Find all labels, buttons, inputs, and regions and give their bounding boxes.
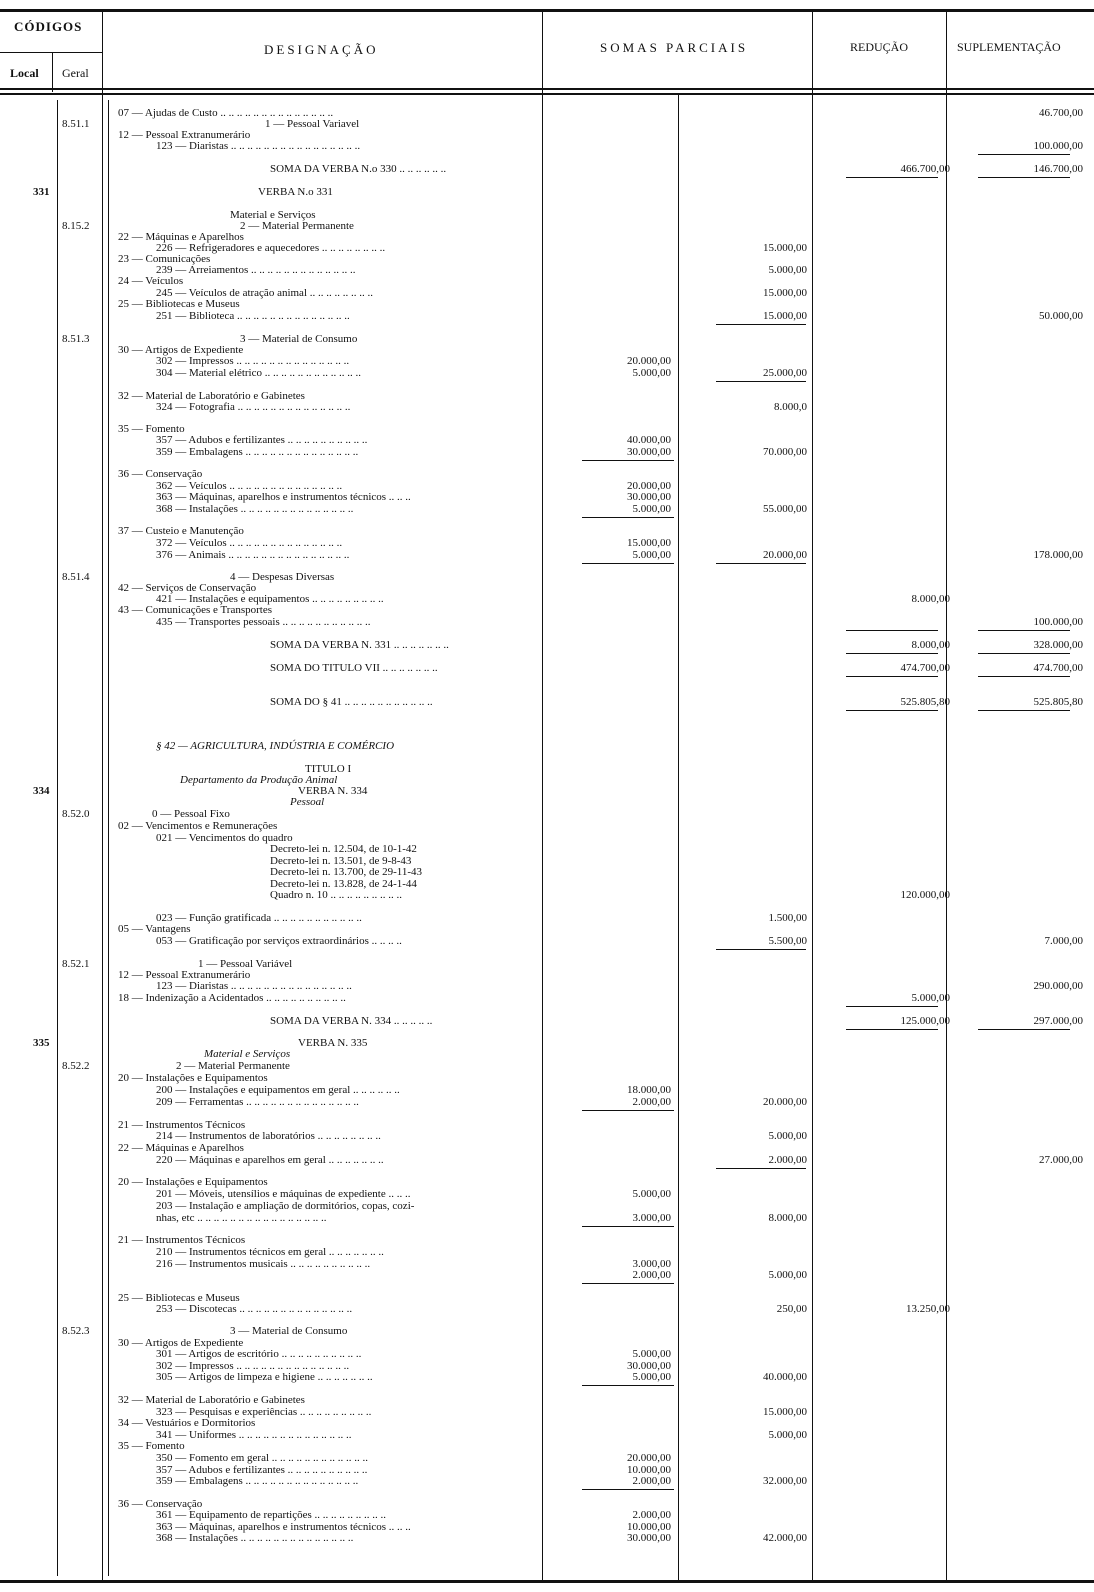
- row-description: TITULO I: [305, 763, 352, 775]
- sum-underline: [716, 563, 806, 564]
- row-description: nhas, etc .. .. .. .. .. .. .. .. .. .. .. .. .. .. .. ..: [156, 1212, 327, 1224]
- bottom-rule: [0, 1580, 1094, 1583]
- sum-underline: [582, 563, 674, 564]
- budget-row: [0, 525, 1094, 537]
- soma-parcial-2: 55.000,00: [763, 503, 807, 515]
- sum-underline: [978, 154, 1070, 155]
- budget-row: [0, 1048, 1094, 1060]
- soma-parcial-2: 1.500,00: [768, 912, 807, 924]
- row-description: 23 — Comunicações: [118, 253, 211, 265]
- soma-parcial-1: 5.000,00: [632, 503, 671, 515]
- row-description: SOMA DO § 41 .. .. .. .. .. .. .. .. .. .. ..: [270, 696, 433, 708]
- reducao-value: 13.250,00: [906, 1303, 950, 1315]
- row-description: VERBA N. 335: [298, 1037, 368, 1049]
- row-description: 36 — Conservação: [118, 468, 203, 480]
- budget-row: [0, 434, 1094, 446]
- soma-parcial-1: 5.000,00: [632, 367, 671, 379]
- sum-underline: [846, 177, 938, 178]
- budget-row: [0, 1269, 1094, 1281]
- row-description: 22 — Máquinas e Aparelhos: [118, 231, 244, 243]
- row-description: 21 — Instrumentos Técnicos: [118, 1119, 246, 1131]
- budget-row: [0, 537, 1094, 549]
- soma-parcial-2: 15.000,00: [763, 287, 807, 299]
- budget-row: [0, 662, 1094, 674]
- budget-row: [0, 1154, 1094, 1166]
- row-description: 302 — Impressos .. .. .. .. .. .. .. .. .. .. .. .. .. ..: [156, 355, 350, 367]
- row-description: 123 — Diaristas .. .. .. .. .. .. .. .. .. .. .. .. .. .. .. ..: [156, 140, 361, 152]
- soma-parcial-1: 40.000,00: [627, 434, 671, 446]
- sum-underline: [978, 1029, 1070, 1030]
- budget-row: [0, 140, 1094, 152]
- row-description: 21 — Instrumentos Técnicos: [118, 1234, 246, 1246]
- row-description: 12 — Pessoal Extranumerário: [118, 969, 251, 981]
- budget-row: [0, 310, 1094, 322]
- row-description: 3 — Material de Consumo: [240, 333, 358, 345]
- row-description: 253 — Discotecas .. .. .. .. .. .. .. .. .. .. .. .. .. ..: [156, 1303, 353, 1315]
- budget-row: [0, 639, 1094, 651]
- budget-row: [0, 549, 1094, 561]
- budget-row: [0, 1188, 1094, 1200]
- sum-underline: [582, 1283, 674, 1284]
- row-description: 053 — Gratificação por serviços extraordinários .. .. .. ..: [156, 935, 402, 947]
- soma-parcial-2: 15.000,00: [763, 1406, 807, 1418]
- budget-row: [0, 889, 1094, 901]
- soma-parcial-2: 40.000,00: [763, 1371, 807, 1383]
- soma-parcial-1: 30.000,00: [627, 446, 671, 458]
- budget-row: [0, 1417, 1094, 1429]
- budget-row: [0, 298, 1094, 310]
- budget-row: [0, 1200, 1094, 1212]
- suplementacao-value: 100.000,00: [1033, 140, 1083, 152]
- soma-parcial-2: 42.000,00: [763, 1532, 807, 1544]
- budget-row: [0, 1130, 1094, 1142]
- budget-row: [0, 1348, 1094, 1360]
- soma-parcial-1: 15.000,00: [627, 537, 671, 549]
- budget-row: [0, 163, 1094, 175]
- budget-row: [0, 1475, 1094, 1487]
- soma-parcial-1: 5.000,00: [632, 549, 671, 561]
- row-description: SOMA DA VERBA N. 334 .. .. .. .. ..: [270, 1015, 433, 1027]
- budget-row: [0, 401, 1094, 413]
- row-description: 368 — Instalações .. .. .. .. .. .. .. .. .. .. .. .. .. ..: [156, 503, 354, 515]
- header-rule-1: [0, 88, 1094, 90]
- row-description: 359 — Embalagens .. .. .. .. .. .. .. .. .. .. .. .. .. ..: [156, 446, 359, 458]
- reducao-value: 466.700,00: [900, 163, 950, 175]
- row-description: 34 — Vestuários e Dormitorios: [118, 1417, 256, 1429]
- row-description: 304 — Material elétrico .. .. .. .. .. .. .. .. .. .. .. ..: [156, 367, 361, 379]
- soma-parcial-1: 20.000,00: [627, 1452, 671, 1464]
- row-description: 02 — Vencimentos e Remunerações: [118, 820, 278, 832]
- soma-parcial-2: 15.000,00: [763, 310, 807, 322]
- row-description: 30 — Artigos de Expediente: [118, 1337, 244, 1349]
- suplementacao-value: 297.000,00: [1033, 1015, 1083, 1027]
- row-description: 350 — Fomento em geral .. .. .. .. .. .. .. .. .. .. .. ..: [156, 1452, 369, 1464]
- budget-row: [0, 1532, 1094, 1544]
- row-description: 239 — Arreiamentos .. .. .. .. .. .. .. .. .. .. .. .. ..: [156, 264, 356, 276]
- sum-underline: [846, 653, 938, 654]
- row-description: 0 — Pessoal Fixo: [152, 808, 230, 820]
- soma-parcial-2: 70.000,00: [763, 446, 807, 458]
- sum-underline: [846, 710, 938, 711]
- row-description: 37 — Custeio e Manutenção: [118, 525, 244, 537]
- soma-parcial-1: 30.000,00: [627, 491, 671, 503]
- row-description: SOMA DA VERBA N.o 330 .. .. .. .. .. ..: [270, 163, 447, 175]
- row-description: 021 — Vencimentos do quadro: [156, 832, 293, 844]
- budget-row: [0, 1084, 1094, 1096]
- reducao-value: 5.000,00: [911, 992, 950, 1004]
- row-description: 357 — Adubos e fertilizantes .. .. .. .. .. .. .. .. .. ..: [156, 434, 368, 446]
- budget-row: [0, 1234, 1094, 1246]
- soma-parcial-2: 2.000,00: [768, 1154, 807, 1166]
- row-description: 20 — Instalações e Equipamentos: [118, 1072, 268, 1084]
- row-description: 30 — Artigos de Expediente: [118, 344, 244, 356]
- row-description: 341 — Uniformes .. .. .. .. .. .. .. .. .. .. .. .. .. ..: [156, 1429, 352, 1441]
- codigos-divider: [0, 52, 102, 53]
- suplementacao-value: 328.000,00: [1033, 639, 1083, 651]
- row-description: 251 — Biblioteca .. .. .. .. .. .. .. .. .. .. .. .. .. ..: [156, 310, 350, 322]
- local-code: 331: [33, 186, 50, 198]
- budget-row: [0, 446, 1094, 458]
- suplementacao-value: 525.805,80: [1033, 696, 1083, 708]
- soma-parcial-1: 3.000,00: [632, 1258, 671, 1270]
- row-description: 363 — Máquinas, aparelhos e instrumentos técnicos .. .. ..: [156, 491, 411, 503]
- row-description: 1 — Pessoal Variavel: [265, 118, 360, 130]
- budget-row: [0, 1303, 1094, 1315]
- geral-code: 8.52.3: [62, 1325, 90, 1337]
- reducao-value: 8.000,00: [911, 639, 950, 651]
- row-description: 324 — Fotografia .. .. .. .. .. .. .. .. .. .. .. .. .. ..: [156, 401, 351, 413]
- sum-underline: [716, 324, 806, 325]
- row-description: 32 — Material de Laboratório e Gabinetes: [118, 1394, 305, 1406]
- budget-row: [0, 1394, 1094, 1406]
- budget-row: [0, 740, 1094, 752]
- suplementacao-value: 46.700,00: [1039, 107, 1083, 119]
- row-description: Pessoal: [290, 796, 325, 808]
- soma-parcial-1: 20.000,00: [627, 355, 671, 367]
- row-description: 25 — Bibliotecas e Museus: [118, 1292, 240, 1304]
- budget-row: [0, 186, 1094, 198]
- soma-parcial-1: 2.000,00: [632, 1475, 671, 1487]
- soma-parcial-1: 10.000,00: [627, 1521, 671, 1533]
- row-description: 359 — Embalagens .. .. .. .. .. .. .. .. .. .. .. .. .. ..: [156, 1475, 359, 1487]
- row-description: 20 — Instalações e Equipamentos: [118, 1176, 268, 1188]
- row-description: 43 — Comunicações e Transportes: [118, 604, 272, 616]
- suplementacao-value: 290.000,00: [1033, 980, 1083, 992]
- soma-parcial-1: 30.000,00: [627, 1532, 671, 1544]
- row-description: 201 — Móveis, utensílios e máquinas de expediente .. .. ..: [156, 1188, 411, 1200]
- soma-parcial-2: 5.000,00: [768, 1269, 807, 1281]
- suplementacao-value: 474.700,00: [1033, 662, 1083, 674]
- budget-row: [0, 1509, 1094, 1521]
- sum-underline: [582, 1385, 674, 1386]
- row-description: 1 — Pessoal Variável: [198, 958, 293, 970]
- sum-underline: [846, 630, 938, 631]
- suplementacao-value: 27.000,00: [1039, 1154, 1083, 1166]
- row-description: 214 — Instrumentos de laboratórios .. .. .. .. .. .. .. ..: [156, 1130, 381, 1142]
- soma-parcial-2: 5.000,00: [768, 1429, 807, 1441]
- local-header: Local: [10, 66, 39, 80]
- sum-underline: [716, 381, 806, 382]
- codigos-header: CÓDIGOS: [14, 19, 83, 34]
- soma-parcial-1: 20.000,00: [627, 480, 671, 492]
- row-description: 35 — Fomento: [118, 423, 185, 435]
- row-description: Decreto-lei n. 13.700, de 29-11-43: [270, 866, 423, 878]
- budget-row: [0, 1325, 1094, 1337]
- row-description: 023 — Função gratificada .. .. .. .. .. .. .. .. .. .. ..: [156, 912, 362, 924]
- row-description: 36 — Conservação: [118, 1498, 203, 1510]
- suplementacao-header: SUPLEMENTAÇÃO: [957, 40, 1061, 54]
- budget-row: [0, 1060, 1094, 1072]
- budget-row: [0, 1212, 1094, 1224]
- row-description: 4 — Despesas Diversas: [230, 571, 335, 583]
- soma-parcial-1: 30.000,00: [627, 1360, 671, 1372]
- soma-parcial-1: 10.000,00: [627, 1464, 671, 1476]
- sum-underline: [582, 1226, 674, 1227]
- budget-row: [0, 604, 1094, 616]
- suplementacao-value: 7.000,00: [1044, 935, 1083, 947]
- budget-row: [0, 696, 1094, 708]
- row-description: 209 — Ferramentas .. .. .. .. .. .. .. .. .. .. .. .. .. ..: [156, 1096, 359, 1108]
- sum-underline: [582, 517, 674, 518]
- soma-parcial-2: 5.000,00: [768, 1130, 807, 1142]
- soma-parcial-2: 32.000,00: [763, 1475, 807, 1487]
- row-description: 226 — Refrigeradores e aquecedores .. .. .. .. .. .. .. ..: [156, 242, 386, 254]
- budget-row: [0, 503, 1094, 515]
- row-description: 372 — Veículos .. .. .. .. .. .. .. .. .. .. .. .. .. ..: [156, 537, 343, 549]
- suplementacao-value: 146.700,00: [1033, 163, 1083, 175]
- row-description: Quadro n. 10 .. .. .. .. .. .. .. .. ..: [270, 889, 402, 901]
- budget-row: [0, 808, 1094, 820]
- row-description: 357 — Adubos e fertilizantes .. .. .. .. .. .. .. .. .. ..: [156, 1464, 368, 1476]
- row-description: 2 — Material Permanente: [240, 220, 354, 232]
- soma-parcial-1: 3.000,00: [632, 1212, 671, 1224]
- geral-code: 8.51.3: [62, 333, 90, 345]
- budget-row: [0, 1015, 1094, 1027]
- row-description: Material e Serviços: [204, 1048, 291, 1060]
- local-geral-divider: [52, 52, 53, 92]
- row-description: VERBA N.o 331: [258, 186, 333, 198]
- budget-row: [0, 1246, 1094, 1258]
- geral-header: Geral: [62, 66, 89, 80]
- row-description: 302 — Impressos .. .. .. .. .. .. .. .. .. .. .. .. .. ..: [156, 1360, 350, 1372]
- geral-code: 8.51.4: [62, 571, 90, 583]
- row-description: 203 — Instalação e ampliação de dormitórios, copas, cozi-: [156, 1200, 415, 1212]
- row-description: 361 — Equipamento de repartições .. .. .. .. .. .. .. .. ..: [156, 1509, 387, 1521]
- reducao-value: 120.000,00: [900, 889, 950, 901]
- soma-parcial-2: 8.000,00: [768, 1212, 807, 1224]
- soma-parcial-1: 5.000,00: [632, 1371, 671, 1383]
- budget-row: [0, 796, 1094, 808]
- budget-row: [0, 1176, 1094, 1188]
- sum-underline: [978, 676, 1070, 677]
- row-description: 435 — Transportes pessoais .. .. .. .. .. .. .. .. .. .. ..: [156, 616, 371, 628]
- budget-row: [0, 355, 1094, 367]
- soma-parcial-1: 5.000,00: [632, 1348, 671, 1360]
- budget-row: [0, 923, 1094, 935]
- soma-parcial-2: 25.000,00: [763, 367, 807, 379]
- budget-row: [0, 275, 1094, 287]
- row-description: 210 — Instrumentos técnicos em geral .. .. .. .. .. .. ..: [156, 1246, 384, 1258]
- row-description: 220 — Máquinas e aparelhos em geral .. .. .. .. .. .. ..: [156, 1154, 384, 1166]
- budget-row: [0, 820, 1094, 832]
- soma-parcial-1: 5.000,00: [632, 1188, 671, 1200]
- row-description: 363 — Máquinas, aparelhos e instrumentos técnicos .. .. ..: [156, 1521, 411, 1533]
- soma-parcial-2: 250,00: [776, 1303, 807, 1315]
- reducao-header: REDUÇÃO: [850, 40, 909, 54]
- top-rule: [0, 9, 1094, 12]
- budget-row: [0, 866, 1094, 878]
- soma-parcial-2: 8.000,0: [774, 401, 807, 413]
- row-description: SOMA DA VERBA N. 331 .. .. .. .. .. .. ..: [270, 639, 449, 651]
- sum-underline: [978, 630, 1070, 631]
- sum-underline: [846, 1029, 938, 1030]
- row-description: 376 — Animais .. .. .. .. .. .. .. .. .. .. .. .. .. .. ..: [156, 549, 350, 561]
- soma-parcial-2: 5.000,00: [768, 264, 807, 276]
- sum-underline: [582, 1110, 674, 1111]
- geral-code: 8.51.1: [62, 118, 90, 130]
- row-description: 3 — Material de Consumo: [230, 1325, 348, 1337]
- budget-row: [0, 468, 1094, 480]
- suplementacao-value: 100.000,00: [1033, 616, 1083, 628]
- budget-row: [0, 367, 1094, 379]
- budget-row: [0, 1440, 1094, 1452]
- row-description: 25 — Bibliotecas e Museus: [118, 298, 240, 310]
- reducao-value: 474.700,00: [900, 662, 950, 674]
- budget-row: [0, 1072, 1094, 1084]
- row-description: 362 — Veículos .. .. .. .. .. .. .. .. .. .. .. .. .. ..: [156, 480, 343, 492]
- soma-parcial-2: 20.000,00: [763, 1096, 807, 1108]
- sum-underline: [978, 710, 1070, 711]
- budget-row: [0, 491, 1094, 503]
- soma-parcial-1: 2.000,00: [632, 1509, 671, 1521]
- row-description: SOMA DO TITULO VII .. .. .. .. .. .. ..: [270, 662, 438, 674]
- geral-code: 8.15.2: [62, 220, 90, 232]
- budget-row: [0, 1452, 1094, 1464]
- geral-code: 8.52.0: [62, 808, 90, 820]
- soma-parcial-1: 18.000,00: [627, 1084, 671, 1096]
- soma-parcial-1: 2.000,00: [632, 1269, 671, 1281]
- designacao-header: DESIGNAÇÃO: [264, 42, 379, 57]
- row-description: 32 — Material de Laboratório e Gabinetes: [118, 390, 305, 402]
- suplementacao-value: 178.000,00: [1033, 549, 1083, 561]
- row-description: 35 — Fomento: [118, 1440, 185, 1452]
- row-description: 301 — Artigos de escritório .. .. .. .. .. .. .. .. .. ..: [156, 1348, 362, 1360]
- reducao-value: 8.000,00: [911, 593, 950, 605]
- header-rule-2: [0, 93, 1094, 95]
- somas-parciais-header: SOMAS PARCIAIS: [600, 40, 749, 55]
- row-description: Decreto-lei n. 12.504, de 10-1-42: [270, 843, 417, 855]
- reducao-value: 125.000,00: [900, 1015, 950, 1027]
- row-description: 18 — Indenização a Acidentados .. .. .. .. .. .. .. .. .. ..: [118, 992, 346, 1004]
- row-description: 07 — Ajudas de Custo .. .. .. .. .. .. .. .. .. .. .. .. .. ..: [118, 107, 334, 119]
- row-description: 200 — Instalações e equipamentos em geral .. .. .. .. .. ..: [156, 1084, 400, 1096]
- row-description: Decreto-lei n. 13.501, de 9-8-43: [270, 855, 412, 867]
- row-description: 12 — Pessoal Extranumerário: [118, 129, 251, 141]
- row-description: Decreto-lei n. 13.828, de 24-1-44: [270, 878, 417, 890]
- row-description: 368 — Instalações .. .. .. .. .. .. .. .. .. .. .. .. .. ..: [156, 1532, 354, 1544]
- sum-underline: [582, 460, 674, 461]
- soma-parcial-2: 15.000,00: [763, 242, 807, 254]
- row-description: 42 — Serviços de Conservação: [118, 582, 257, 594]
- budget-row: [0, 1142, 1094, 1154]
- sum-underline: [978, 177, 1070, 178]
- soma-parcial-2: 20.000,00: [763, 549, 807, 561]
- sum-underline: [846, 1006, 938, 1007]
- sum-underline: [716, 1168, 806, 1169]
- row-description: VERBA N. 334: [298, 785, 368, 797]
- budget-row: [0, 992, 1094, 1004]
- row-description: Material e Serviços: [230, 209, 316, 221]
- sum-underline: [978, 653, 1070, 654]
- sum-underline: [846, 676, 938, 677]
- geral-code: 8.52.1: [62, 958, 90, 970]
- budget-row: [0, 616, 1094, 628]
- row-description: 05 — Vantagens: [118, 923, 191, 935]
- budget-row: [0, 935, 1094, 947]
- soma-parcial-2: 5.500,00: [768, 935, 807, 947]
- row-description: 216 — Instrumentos musicais .. .. .. .. .. .. .. .. .. ..: [156, 1258, 371, 1270]
- sum-underline: [716, 949, 806, 950]
- sum-underline: [582, 1489, 674, 1490]
- row-description: 305 — Artigos de limpeza e higiene .. .. .. .. .. .. ..: [156, 1371, 373, 1383]
- row-description: 123 — Diaristas .. .. .. .. .. .. .. .. .. .. .. .. .. .. ..: [156, 980, 352, 992]
- soma-parcial-1: 2.000,00: [632, 1096, 671, 1108]
- row-description: 2 — Material Permanente: [176, 1060, 290, 1072]
- row-description: 323 — Pesquisas e experiências .. .. .. .. .. .. .. .. ..: [156, 1406, 372, 1418]
- row-description: Departamento da Produção Animal: [180, 774, 338, 786]
- geral-code: 8.52.2: [62, 1060, 90, 1072]
- local-code: 335: [33, 1037, 50, 1049]
- row-description: 24 — Veículos: [118, 275, 184, 287]
- row-description: § 42 — AGRICULTURA, INDÚSTRIA E COMÉRCIO: [156, 740, 395, 752]
- local-code: 334: [33, 785, 50, 797]
- reducao-value: 525.805,80: [900, 696, 950, 708]
- suplementacao-value: 50.000,00: [1039, 310, 1083, 322]
- row-description: 421 — Instalações e equipamentos .. .. .. .. .. .. .. .. ..: [156, 593, 384, 605]
- budget-row: [0, 1096, 1094, 1108]
- budget-row: [0, 843, 1094, 855]
- row-description: 22 — Máquinas e Aparelhos: [118, 1142, 244, 1154]
- budget-row: [0, 1371, 1094, 1383]
- budget-row: [0, 980, 1094, 992]
- row-description: 245 — Veículos de atração animal .. .. .. .. .. .. .. ..: [156, 287, 373, 299]
